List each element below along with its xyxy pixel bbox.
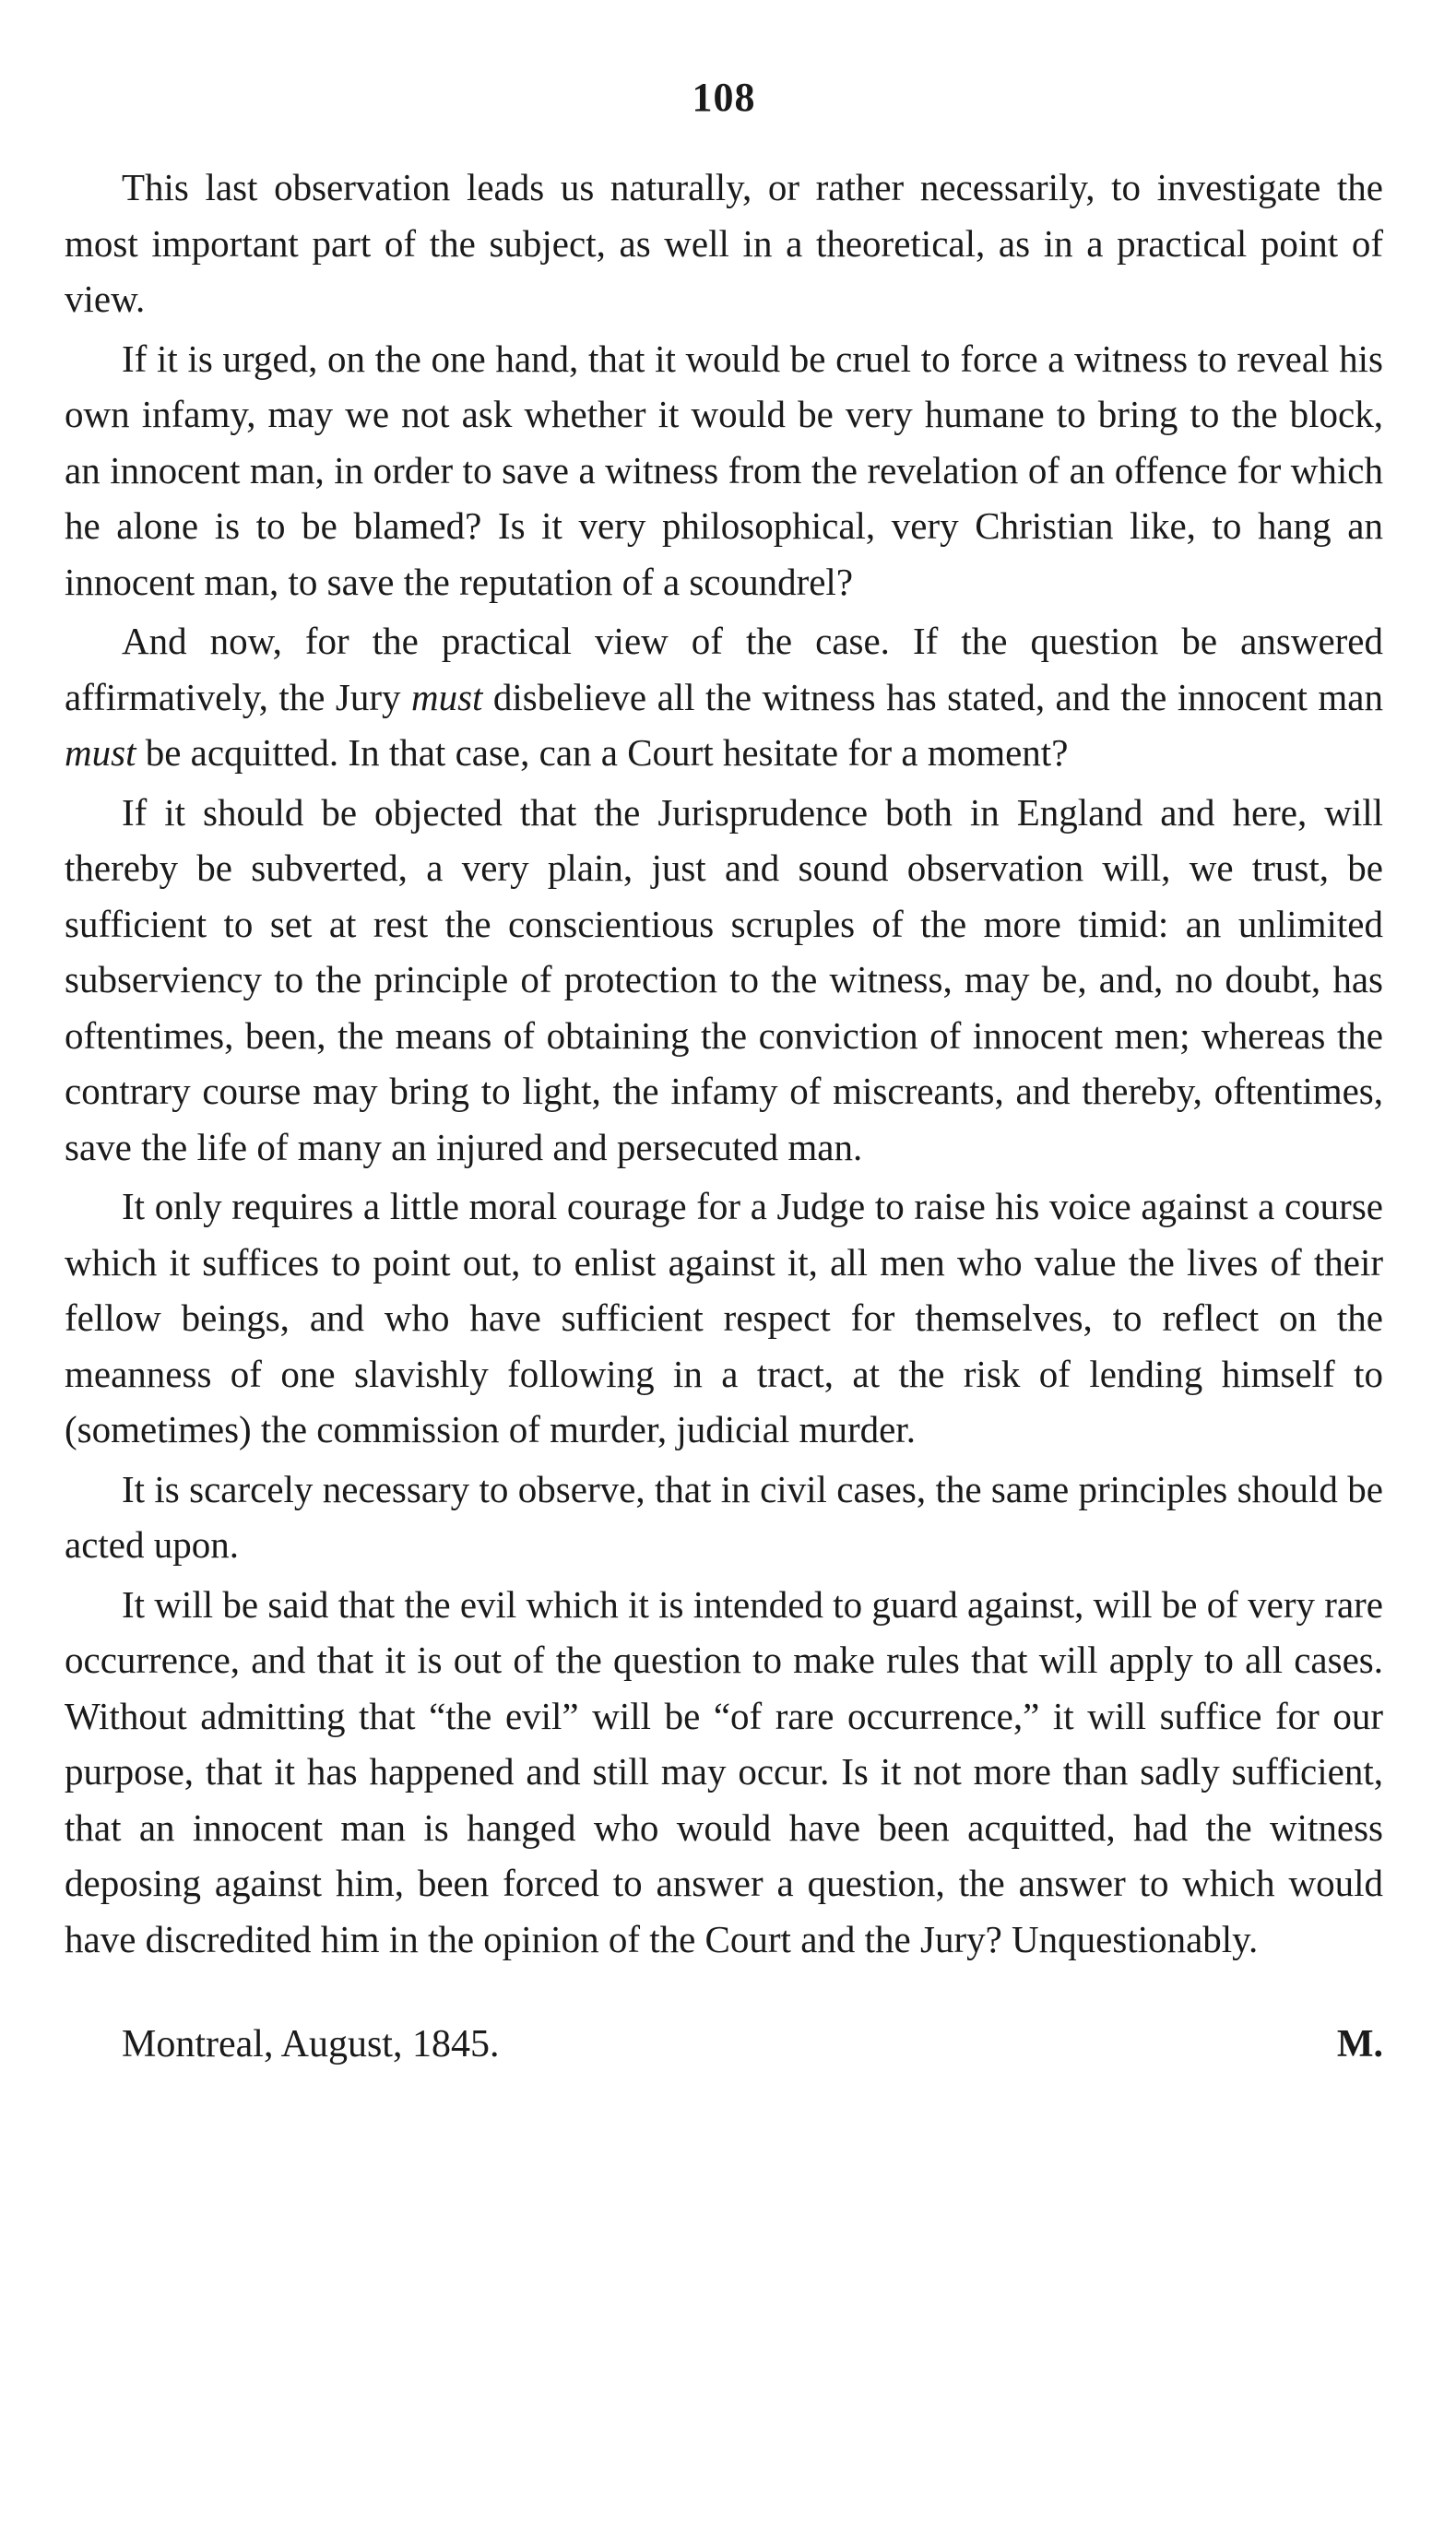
page-number: 108	[692, 75, 756, 120]
document-page	[65, 74, 1383, 2077]
paragraph-1: This last observation leads us naturally, or rather necessarily, to investigate the most important part of the subject, as well in a theoretical, as in a practical point of view.	[65, 166, 1383, 320]
emphasis-must: must	[410, 675, 483, 718]
paragraph-5: It only requires a little moral courage for a Judge to raise his voice against a course which it suffices to point out, to enlist against it, all men who value the lives of their fellow beings, and who have sufficient respect for themselves, to reflect on the meanness of one slavishly following in a tract, at the risk of lending himself to (sometimes) the commission of murder, judicial murder.	[65, 1185, 1383, 1450]
author-initial: M.	[1336, 2023, 1383, 2065]
paragraph-7: It will be said that the evil which it is intended to guard against, will be of very rare occurrence, and that it is out of the question to make rules that will apply to all cases. Without admitting that “the evil” will be “of rare occurrence,” it will suffice for our purpose, that it has happened and still may occur. Is it not more than sadly sufficient, that an innocent man is hanged who would have been acquitted, had the witness deposing against him, been forced to answer a question, the answer to which would have discredited him in the opinion of the Court and the Jury? Unquestionably.	[65, 1582, 1383, 1960]
signoff	[65, 2022, 1383, 2077]
paragraph-6: It is scarcely necessary to observe, that in civil cases, the same principles should be acted upon.	[65, 1467, 1383, 1566]
emphasis-must: must	[65, 731, 136, 774]
place-date: Montreal, August, 1845.	[122, 2023, 500, 2065]
paragraph-2: If it is urged, on the one hand, that it would be cruel to force a witness to reveal his own infamy, may we not ask whether it would be very humane to bring to the block, an innocent man, in order to save a witness from the revelation of an offence for which he alone is to be blamed? Is it very philosophical, very Christian like, to hang an innocent man, to save the reputation of a scoundrel?	[65, 337, 1383, 603]
paragraph-4: If it should be objected that the Jurisprudence both in England and here, will thereby be subverted, a very plain, just and sound observation will, we trust, be sufficient to set at rest the conscientious scruples of the more timid: an unlimited subserviency to the principle of protection to the witness, may be, and, no doubt, has oftentimes, been, the means of obtaining the conviction of innocent men; whereas the contrary course may bring to light, the infamy of miscreants, and thereby, oftentimes, save the life of many an injured and persecuted man.	[65, 790, 1383, 1168]
paragraph-3: And now, for the practical view of the case. If the question be answered affirmatively, the Jury must disbelieve all the witness has stated, and the innocent man must be acquitted. In that case, can a Court hesitate for a moment?	[65, 620, 1383, 774]
